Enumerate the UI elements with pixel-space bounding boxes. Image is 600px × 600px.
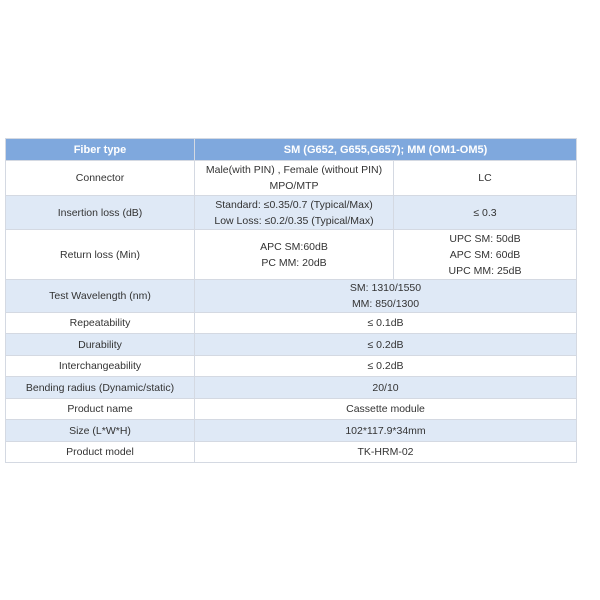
row-value bbox=[195, 280, 577, 313]
table-row-durability bbox=[6, 334, 577, 356]
return-loss-lc-cell bbox=[394, 230, 577, 280]
cell-line: PC MM: 20dB bbox=[261, 256, 327, 269]
table-row-insertion-loss bbox=[6, 196, 577, 230]
row-label: Return loss (Min) bbox=[6, 230, 195, 280]
cell-line: APC SM: 60dB bbox=[449, 248, 521, 261]
connector-lc-cell bbox=[394, 161, 577, 196]
cell-line: LC bbox=[478, 172, 492, 184]
row-label: Interchangeability bbox=[6, 356, 195, 377]
spec-table bbox=[5, 138, 577, 463]
row-label: Insertion loss (dB) bbox=[6, 196, 195, 230]
cell-line: ≤ 0.3 bbox=[473, 206, 497, 219]
table-row-connector bbox=[6, 161, 577, 196]
row-value: 20/10 bbox=[195, 377, 577, 399]
row-label: Product model bbox=[6, 442, 195, 463]
row-label: Size (L*W*H) bbox=[6, 420, 195, 442]
table-row-product-name bbox=[6, 399, 577, 420]
connector-mpo-cell bbox=[195, 161, 394, 196]
table-row-return-loss bbox=[6, 230, 577, 280]
table-row-repeatability bbox=[6, 313, 577, 334]
row-value: ≤ 0.1dB bbox=[195, 313, 577, 334]
cell-line: MPO/MTP bbox=[269, 180, 319, 192]
insertion-loss-mpo-cell bbox=[195, 196, 394, 230]
header-value: SM (G652, G655,G657); MM (OM1-OM5) bbox=[195, 139, 577, 161]
table-row-size bbox=[6, 420, 577, 442]
header-label: Fiber type bbox=[6, 139, 195, 161]
row-label: Product name bbox=[6, 399, 195, 420]
return-loss-mpo-cell bbox=[195, 230, 394, 280]
cell-line: SM: 1310/1550 bbox=[349, 282, 422, 294]
cell-line: Low Loss: ≤0.2/0.35 (Typical/Max) bbox=[214, 214, 374, 227]
row-value: 102*117.9*34mm bbox=[195, 420, 577, 442]
table-row-bending-radius bbox=[6, 377, 577, 399]
row-label: Connector bbox=[6, 161, 195, 196]
cell-line: MM: 850/1300 bbox=[351, 298, 420, 310]
cell-line: Standard: ≤0.35/0.7 (Typical/Max) bbox=[215, 198, 373, 211]
insertion-loss-lc-cell bbox=[394, 196, 577, 230]
header-row bbox=[6, 139, 577, 161]
cell-line: UPC SM: 50dB bbox=[449, 232, 521, 245]
row-value: ≤ 0.2dB bbox=[195, 334, 577, 356]
row-label: Durability bbox=[6, 334, 195, 356]
cell-line: APC SM:60dB bbox=[260, 240, 328, 253]
table-row-interchangeability bbox=[6, 356, 577, 377]
row-value: TK-HRM-02 bbox=[195, 442, 577, 463]
row-value: Cassette module bbox=[195, 399, 577, 420]
table-row-product-model bbox=[6, 442, 577, 463]
table-row-test-wavelength bbox=[6, 280, 577, 313]
row-value: ≤ 0.2dB bbox=[195, 356, 577, 377]
row-label: Bending radius (Dynamic/static) bbox=[6, 377, 195, 399]
row-label: Repeatability bbox=[6, 313, 195, 334]
cell-line: UPC MM: 25dB bbox=[448, 264, 522, 277]
cell-line: Male(with PIN) , Female (without PIN) bbox=[205, 164, 383, 176]
row-label: Test Wavelength (nm) bbox=[6, 280, 195, 313]
